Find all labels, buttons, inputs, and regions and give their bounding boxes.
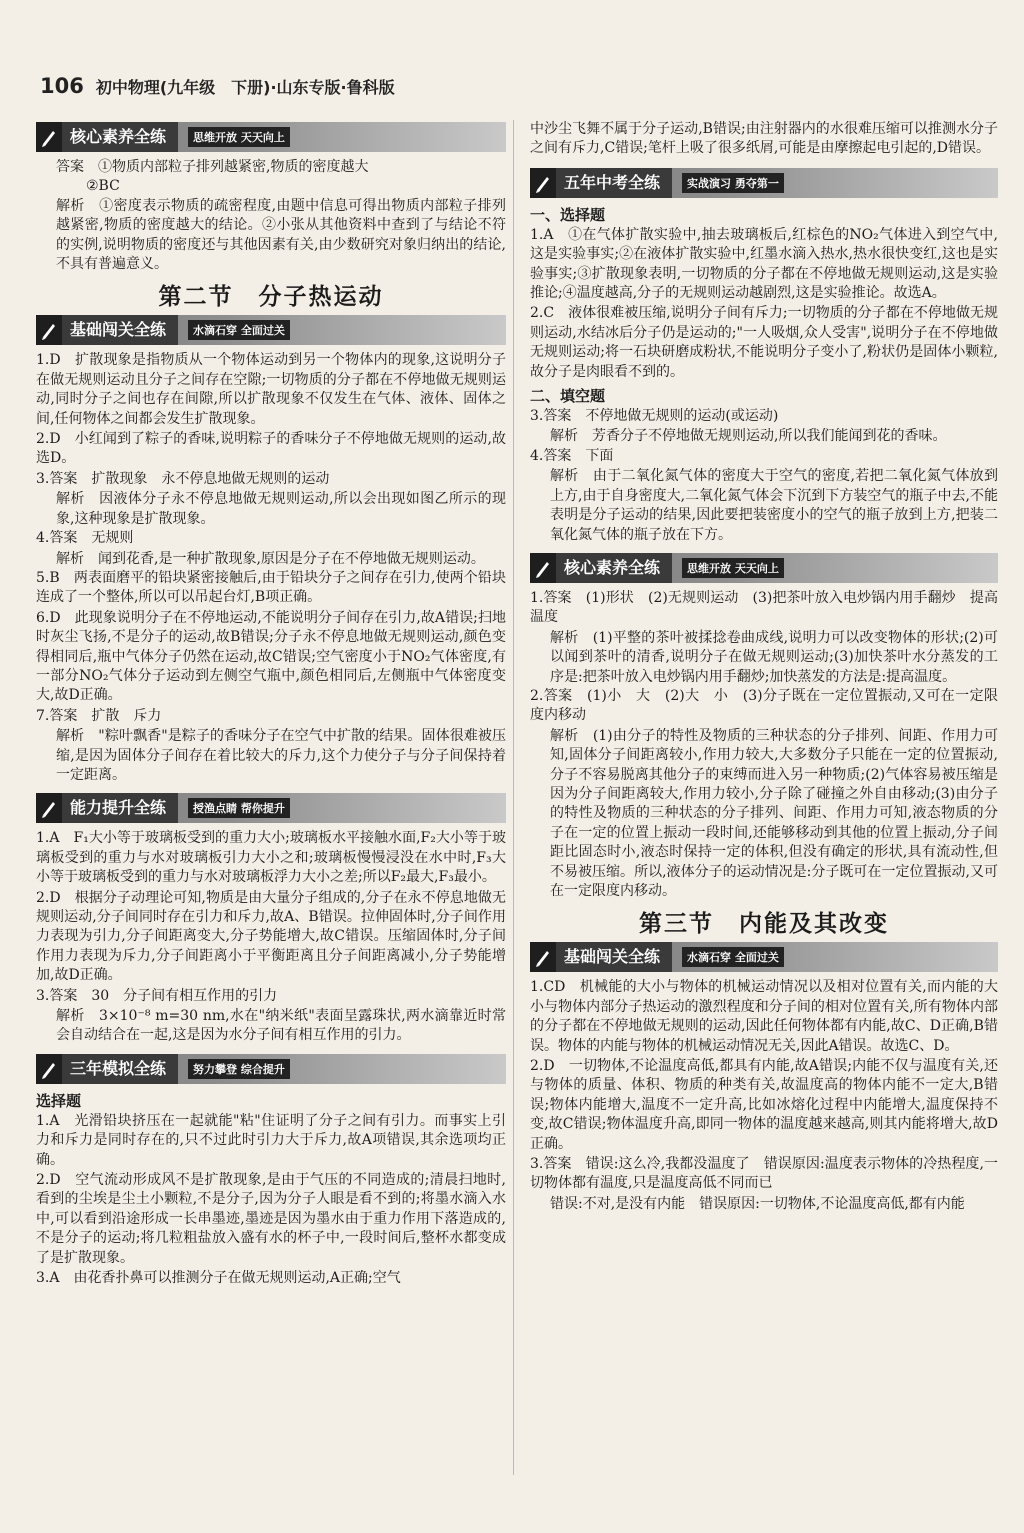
question-item: 2.C 液体很难被压缩,说明分子间有斥力;一切物质的分子都在不停地做无规则运动,水结冰后分子仍是运动的;"一人吸烟,众人受害",说明分子在不停地做无规则运动;将一石块研磨成粉状,不能说明分子变小了,粉状仍是固体小颗粒,故分子是肉眼看不到的。	[530, 305, 998, 380]
answer-text: ②BC	[86, 178, 120, 195]
question-item: 3.A 由花香扑鼻可以推测分子在做无规则运动,A正确;空气	[36, 1270, 401, 1287]
banner-basic-2	[530, 942, 998, 972]
banner-subtitle: 努力攀登 综合提升	[188, 1059, 290, 1079]
question-item: 4.答案 下面	[530, 447, 614, 464]
banner-subtitle: 水滴石穿 全面过关	[682, 947, 784, 967]
question-item: 7.答案 扩散 斥力	[36, 707, 162, 724]
column-divider	[513, 120, 514, 1475]
analysis-text: 解析 因液体分子永不停息地做无规则运动,所以会出现如图乙所示的现象,这种现象是扩散现象。	[56, 491, 506, 527]
banner-three-year	[36, 1054, 506, 1084]
question-item: 2.D 小红闻到了粽子的香味,说明粽子的香味分子不停地做无规则的运动,故选D。	[36, 431, 506, 467]
question-item: 5.B 两表面磨平的铅块紧密接触后,由于铅块分子之间存在引力,使两个铅块连成了一个整体,所以可以吊起台灯,B项正确。	[36, 569, 506, 606]
question-item: 2.答案 (1)小 大 (2)大 小 (3)分子既在一定位置振动,又可在一定限度内移动	[530, 687, 998, 724]
banner-five-year	[530, 168, 998, 198]
right-column	[530, 120, 998, 1214]
analysis-text: 解析 (1)由分子的特性及物质的三种状态的分子排列、间距、作用力可知,固体分子间距离较小,作用力较大,大多数分子只能在一定的位置振动,分子不容易脱离其他分子的束缚而进入另一种物质;(2)气体容易被压缩是因为分子间距离较大,作用力较小,分子除了碰撞之外自由移动;(3)由分子的特性及物质的三种状态的分子排列、间距、作用力可知,液态物质的分子在一定的位置上振动一段时间,还能够移动到其他的位置上振动,分子间距比固态时小,液态时保持一定的体积,但没有确定的形状,具有流动性,但不易被压缩。所以,液体分子的运动情况是:分子既可在一定位置振动,又可在一定限度内移动。	[550, 727, 998, 899]
question-item: 1.A F₁大小等于玻璃板受到的重力大小;玻璃板水平接触水面,F₂大小等于玻璃板受到的重力与水对玻璃板引力大小之和;玻璃板慢慢浸没在水中时,F₃大小等于玻璃板受到的重力与水对玻璃板浮力大小之差;所以F₂最大,F₃最小。	[36, 830, 506, 886]
left-column	[36, 120, 506, 1290]
analysis-text: 解析 3×10⁻⁸ m=30 nm,水在"纳米纸"表面呈露珠状,两水滴靠近时常会自动结合在一起,这是因为水分子间有相互作用的引力。	[56, 1008, 506, 1044]
page-header	[40, 74, 395, 102]
question-item: 1.答案 (1)形状 (2)无规则运动 (3)把茶叶放入电炒锅内用手翻炒 提高温度	[530, 589, 998, 626]
banner-title: 三年模拟全练	[62, 1054, 178, 1084]
pen-icon	[530, 942, 556, 972]
banner-title: 基础闯关全练	[62, 315, 178, 345]
subsection-heading: 一、选择题	[530, 205, 606, 224]
subsection-heading: 选择题	[36, 1091, 82, 1110]
section-title: 第三节 内能及其改变	[639, 910, 889, 938]
banner-title: 核心素养全练	[62, 122, 178, 152]
banner-core-literacy	[36, 122, 506, 152]
banner-title: 能力提升全练	[62, 793, 178, 823]
question-item: 1.CD 机械能的大小与物体的机械运动情况以及相对位置有关,而内能的大小与物体内部分子热运动的激烈程度和分子间的相对位置有关,所有物体内部的分子都在不停地做无规则的运动,因此任何物体都有内能,故C、D正确,B错误。物体的内能与物体的机械运动情况无关,因此A错误。故选C、D。	[530, 979, 998, 1054]
pen-icon	[36, 315, 62, 345]
banner-subtitle: 水滴石穿 全面过关	[188, 320, 290, 340]
question-item: 2.D 一切物体,不论温度高低,都具有内能,故A错误;内能不仅与温度有关,还与物体的质量、体积、物质的种类有关,故温度高的物体内能不一定大,B错误;物体内能增大,温度不一定升高,比如冰熔化过程中内能增大,温度保持不变,故C错误;物体温度升高,即同一物体的温度越来越高,则其内能将增大,故D正确。	[530, 1058, 998, 1152]
pen-icon	[36, 122, 62, 152]
pen-icon	[530, 553, 556, 583]
analysis-text: 解析 "粽叶飘香"是粽子的香味分子在空气中扩散的结果。固体很难被压缩,是因为固体分子间存在着比较大的斥力,这个力使分子与分子间保持着一定距离。	[56, 728, 506, 783]
analysis-text: 解析 闻到花香,是一种扩散现象,原因是分子在不停地做无规则运动。	[56, 550, 485, 567]
question-item: 1.A 光滑铅块挤压在一起就能"粘"住证明了分子之间有引力。而事实上引力和斥力是同时存在的,只不过此时引力大于斥力,故A项错误,其余选项均正确。	[36, 1112, 506, 1168]
subsection-heading: 二、填空题	[530, 387, 606, 406]
question-item: 3.答案 30 分子间有相互作用的引力	[36, 987, 278, 1004]
book-title: 初中物理(九年级 下册)·山东专版·鲁科版	[95, 78, 395, 97]
banner-subtitle: 实战演习 勇夺第一	[682, 173, 784, 193]
banner-basic	[36, 315, 506, 345]
banner-subtitle: 思维开放 天天向上	[682, 558, 784, 578]
section-title: 第二节 分子热运动	[158, 283, 384, 311]
banner-title: 五年中考全练	[556, 168, 672, 198]
question-item: 3.答案 扩散现象 永不停息地做无规则的运动	[36, 470, 330, 487]
answer-text: 答案 ①物质内部粒子排列越紧密,物质的密度越大	[56, 159, 369, 175]
question-item: 4.答案 无规则	[36, 530, 134, 547]
banner-title: 核心素养全练	[556, 553, 672, 583]
pen-icon	[530, 168, 556, 198]
banner-subtitle: 思维开放 天天向上	[188, 127, 290, 147]
analysis-text: 解析 芳香分子不停地做无规则运动,所以我们能闻到花的香味。	[550, 428, 947, 445]
analysis-text: 解析 ①密度表示物质的疏密程度,由题中信息可得出物质内部粒子排列越紧密,物质的密度越大的结论。②小张从其他资料中查到了与结论不符的实例,说明物质的密度还与其他因素有关,由少数研究对象归纳出的结论,不具有普遍意义。	[56, 197, 506, 273]
question-item: 1.A ①在气体扩散实验中,抽去玻璃板后,红棕色的NO₂气体进入到空气中,这是实验事实;②在液体扩散实验中,红墨水滴入热水,热水很快变红,这也是实验事实;③扩散现象表明,一切物质的分子都在不停地做无规则运动,这是实验推论;④温度越高,分子的无规则运动越剧烈,这是实验推论。故选A。	[530, 226, 998, 302]
banner-title: 基础闯关全练	[556, 942, 672, 972]
page-number: 106	[40, 74, 84, 98]
question-item: 3.答案 不停地做无规则的运动(或运动)	[530, 408, 779, 425]
pen-icon	[36, 1054, 62, 1084]
pen-icon	[36, 793, 62, 823]
continued-text: 中沙尘飞舞不属于分子运动,B错误;由注射器内的水很难压缩可以推测水分子之间有斥力,C错误;笔杆上吸了很多纸屑,可能是由摩擦起电引起的,D错误。	[530, 121, 998, 157]
analysis-text: 解析 (1)平整的茶叶被揉捻卷曲成线,说明力可以改变物体的形状;(2)可以闻到茶叶的清香,说明分子在做无规则运动;(3)加快茶叶水分蒸发的工序是:把茶叶放入电炒锅内用手翻炒;加快蒸发的方法是:提高温度。	[550, 629, 998, 685]
question-item: 2.D 空气流动形成风不是扩散现象,是由于气压的不同造成的;清晨扫地时,看到的尘埃是尘土小颗粒,不是分子,因为分子人眼是看不到的;将墨水滴入水中,可以看到沿途形成一长串墨迹,墨迹是因为墨水由于重力作用下落造成的,不是分子的运动;将几粒粗盐放入盛有水的杯子中,一段时间后,整杯水都变成了是扩散现象。	[36, 1172, 506, 1266]
question-item: 6.D 此现象说明分子在不停地运动,不能说明分子间存在引力,故A错误;扫地时灰尘飞扬,不是分子的运动,故B错误;分子永不停息地做无规则运动,颜色变得相同后,瓶中气体分子仍然在运动,故C错误;空气密度小于NO₂气体密度,有一部分NO₂气体分子运动到左侧空气瓶中,颜色相同后,左侧瓶中气体密度变大,故D正确。	[36, 609, 506, 704]
question-item: 1.D 扩散现象是指物质从一个物体运动到另一个物体内的现象,这说明分子在做无规则运动且分子之间存在空隙;一切物质的分子都在不停地做无规则运动,同时分子之间也存在间隙,所以扩散现象不仅发生在气体、液体、固体之间,任何物体之间都会发生扩散现象。	[36, 352, 506, 427]
banner-ability	[36, 793, 506, 823]
answer-text: 错误:不对,是没有内能 错误原因:一切物体,不论温度高低,都有内能	[550, 1195, 965, 1212]
analysis-text: 解析 由于二氧化氮气体的密度大于空气的密度,若把二氧化氮气体放到上方,由于自身密度大,二氧化氮气体会下沉到下方装空气的瓶子中去,不能表明是分子运动的结果,因此要把装密度小的空气的瓶子放到上方,把装二氧化氮气体的瓶子放在下方。	[550, 468, 998, 543]
question-item: 2.D 根据分子动理论可知,物质是由大量分子组成的,分子在永不停息地做无规则运动,分子间同时存在引力和斥力,故A、B错误。拉伸固体时,分子间作用力表现为引力,分子间距离变大,分子势能增大,故C错误。压缩固体时,分子间作用力表现为斥力,分子间距离小于平衡距离且分子间距离减小,分子势能增加,故D正确。	[36, 889, 506, 984]
banner-core-literacy-2	[530, 553, 998, 583]
banner-subtitle: 授渔点睛 帮你提升	[188, 798, 290, 818]
question-item: 3.答案 错误:这么冷,我都没温度了 错误原因:温度表示物体的冷热程度,一切物体都有温度,只是温度高低不同而已	[530, 1156, 998, 1192]
